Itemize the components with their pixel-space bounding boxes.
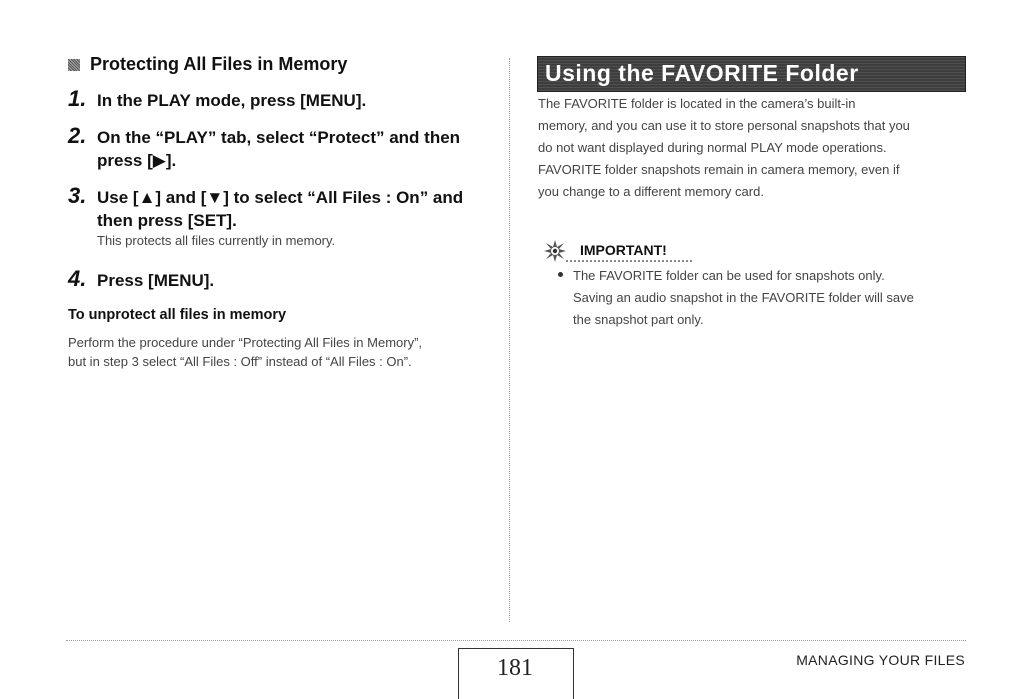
bullet-dot	[558, 272, 563, 277]
unprotect-heading: To unprotect all files in memory	[68, 307, 287, 323]
step-text-line-1: Use [▲] and [▼] to select “All Files : On” and	[97, 188, 464, 207]
step-3-note: This protects all files currently in memory.	[97, 233, 336, 248]
column-divider	[509, 58, 510, 622]
favorite-folder-title: Using the FAVORITE Folder	[545, 60, 859, 86]
step-text-line-1: On the “PLAY” tab, select “Protect” and then	[97, 128, 461, 147]
section-title: Protecting All Files in Memory	[90, 54, 348, 74]
favorite-folder-description	[538, 93, 968, 203]
body-line: The FAVORITE folder is located in the camera’s built-in	[538, 96, 856, 111]
bullet-line: the snapshot part only.	[573, 312, 704, 327]
unprotect-line-2: but in step 3 select “All Files : Off” instead of “All Files : On”.	[68, 354, 412, 369]
important-bullet	[573, 265, 968, 331]
unprotect-line-1: Perform the procedure under “Protecting All Files in Memory”,	[68, 335, 423, 350]
step-number: 2.	[68, 123, 87, 148]
step-text: Press [MENU].	[97, 271, 215, 290]
bullet-line: Saving an audio snapshot in the FAVORITE folder will save	[573, 290, 914, 305]
favorite-folder-title-bar	[537, 56, 966, 92]
step-number: 4.	[68, 266, 87, 291]
body-line: you change to a different memory card.	[538, 184, 764, 199]
bullet-line: The FAVORITE folder can be used for snapshots only.	[573, 268, 885, 283]
body-line: FAVORITE folder snapshots remain in camera memory, even if	[538, 162, 900, 177]
step-number: 3.	[68, 183, 87, 208]
footer-divider	[66, 640, 966, 641]
step-text-line-2: press [▶].	[97, 151, 177, 170]
footer-section-name: MANAGING YOUR FILES	[796, 652, 965, 668]
page-number: 181	[497, 655, 533, 681]
step-number: 1.	[68, 86, 87, 111]
step-text-line-2: then press [SET].	[97, 211, 237, 230]
body-line: do not want displayed during normal PLAY mode operations.	[538, 140, 887, 155]
square-bullet-icon	[68, 59, 80, 71]
body-line: memory, and you can use it to store personal snapshots that you	[538, 118, 910, 133]
section-heading	[68, 54, 347, 75]
important-label: IMPORTANT!	[580, 242, 667, 258]
important-underline	[566, 260, 692, 262]
step-text: In the PLAY mode, press [MENU].	[97, 91, 367, 110]
important-burst-icon	[544, 240, 566, 262]
